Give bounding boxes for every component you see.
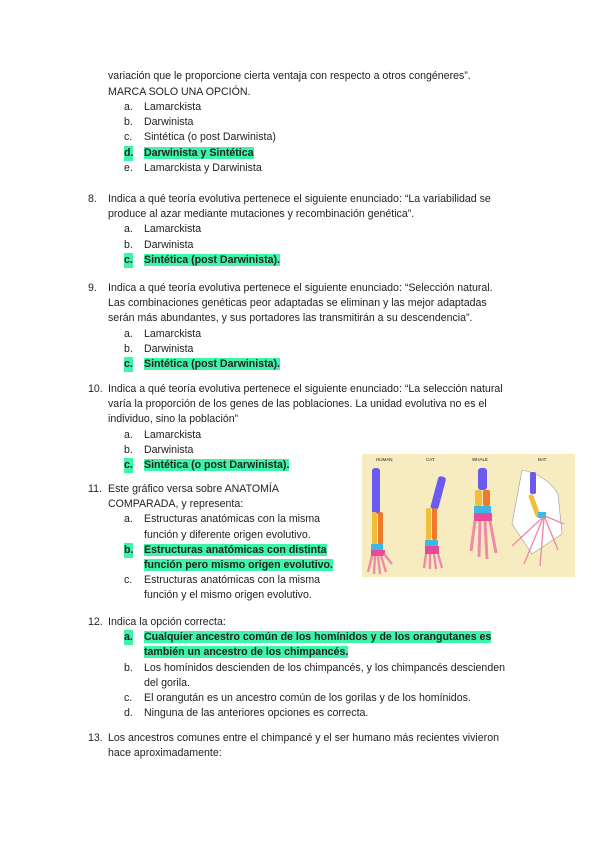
question-text-line: COMPARADA, y representa: [108,498,244,511]
question-number: 9. [88,282,97,294]
question-text-line: individuo, sino la población” [108,413,239,426]
option-b: b. Darwinista [124,342,194,355]
option-e: e. Lamarckista y Darwinista [124,161,262,174]
option-a: a. Lamarckista [124,428,202,441]
option-a: a. Estructuras anatómicas con la misma función y diferente origen evolutivo. [124,513,321,541]
question-text-line: varía la proporción de los genes de las poblaciones. La unidad evolutiva no es el [108,398,487,411]
figure-label-human: HUMAN [376,457,393,462]
question-8 [88,192,528,268]
human-arm-icon [368,468,392,574]
option-c: c. El orangután es un ancestro común de los gorilas y de los homínidos. [124,692,471,705]
cat-leg-icon [424,476,447,569]
question-number: 10. [88,383,103,395]
question-text-line: Indica la opción correcta: [108,616,226,628]
figure-label-cat: CAT [426,457,435,462]
option-b: b. Darwinista [124,443,194,456]
question-9 [88,281,528,372]
option-d-correct: d. Darwinista y Sintética [108,146,528,161]
option-c: c. Estructuras anatómicas con la misma función y el mismo origen evolutivo. [124,574,321,602]
figure-label-bat: BAT [538,457,547,462]
intro-line-2: MARCA SOLO UNA OPCIÓN. [108,86,251,98]
question-text-line: Este gráfico versa sobre ANATOMÍA [108,483,279,495]
question-13 [88,731,528,761]
homologous-limbs-figure [362,454,575,577]
whale-flipper-icon [471,468,496,559]
intro-line-1: variación que le proporcione cierta ventaja con respecto a otros congéneres”. [108,70,471,82]
question-text-line: Indica a qué teoría evolutiva pertenece el siguiente enunciado: “Selección natural. [108,282,493,294]
option-b: b. Darwinista [124,238,194,251]
question-number: 8. [88,193,97,205]
option-b: b. Darwinista [124,116,194,129]
question-number: 13. [88,732,103,744]
question-number: 12. [88,616,103,628]
bat-wing-icon [512,470,564,566]
limb-bones-illustration [362,454,575,577]
question-text-line: produce al azar mediante mutaciones y recombinación genética”. [108,208,415,221]
option-c-correct: c. Sintética (o post Darwinista). [108,458,528,473]
option-b: b. Los homínidos descienden de los chimpancés, y los chimpancés descienden del gorila. [124,661,505,689]
option-a: a. Lamarckista [124,101,202,113]
question-number: 11. [88,483,102,495]
question-text-line: Indica a qué teoría evolutiva pertenece el siguiente enunciado: “La selección natural [108,383,503,395]
question-text-line: hace aproximadamente: [108,747,222,760]
option-c-correct: c. Sintética (post Darwinista). [108,253,528,268]
question-12 [88,615,528,721]
option-b-correct: b. Estructuras anatómicas con distinta función pero mismo origen evolutivo. [124,543,333,572]
question-11 [88,482,358,604]
intro-options [108,100,528,176]
option-c: c. Sintética (o post Darwinista) [124,131,276,144]
question-text-line: Los ancestros comunes entre el chimpancé y el ser humano más recientes vivieron [108,732,499,744]
option-d: d. Ninguna de las anteriores opciones es correcta. [124,707,369,720]
option-c-correct: c. Sintética (post Darwinista). [108,357,528,372]
question-text-line: serán más abundantes, y sus portadores las transmitirán a su descendencia”. [108,312,473,325]
figure-label-whale: WHALE [472,457,489,462]
option-a-correct: a. Cualquier ancestro común de los homínidos y de los orangutanes es también un ancestro de los chimpancés. [124,631,492,659]
option-a: a. Lamarckista [124,327,202,340]
option-a: a. Lamarckista [124,223,202,236]
question-text-line: Indica a qué teoría evolutiva pertenece el siguiente enunciado: “La variabilidad se [108,193,491,205]
question-text-line: Las combinaciones genéticas peor adaptadas se eliminan y las mejor adaptadas [108,297,487,310]
